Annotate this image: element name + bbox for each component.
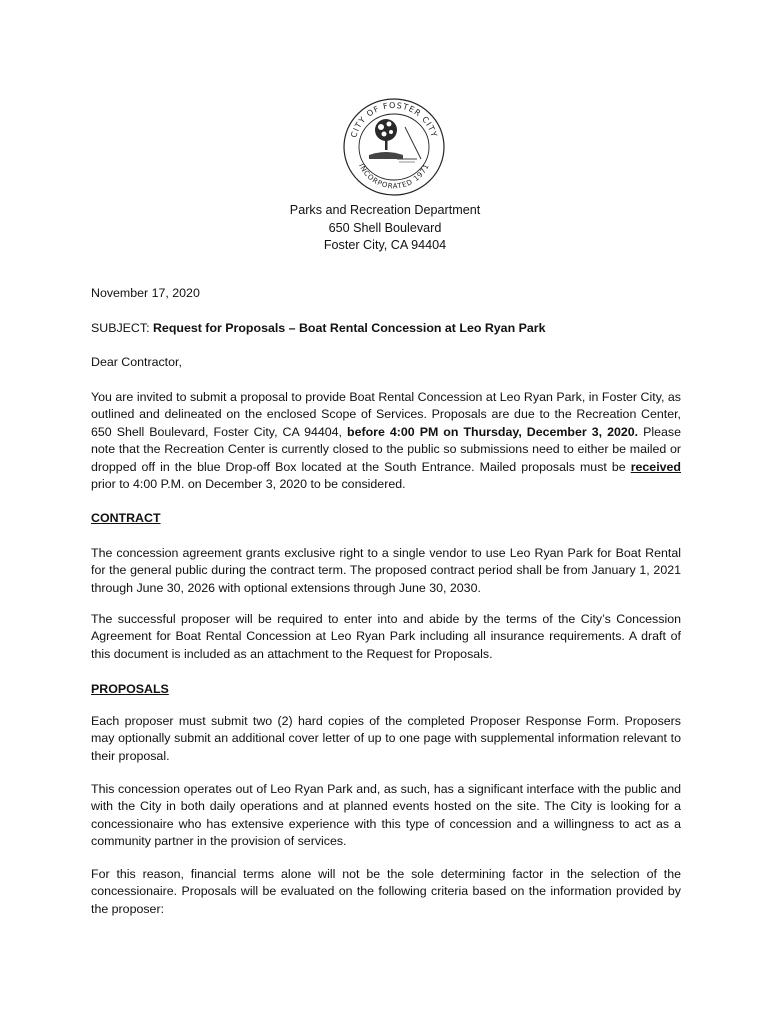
salutation: Dear Contractor, — [91, 355, 182, 369]
subject-label: SUBJECT: — [91, 321, 150, 335]
subject-text: Request for Proposals – Boat Rental Concession at Leo Ryan Park — [152, 321, 546, 335]
department-address — [0, 202, 770, 255]
intro-part-2: Please note that the Recreation Center is currently closed to the public so submissions need to either be mailed or dropped off in the blue Drop-off Box located at the South Entrance. Mailed proposals must be — [91, 424, 681, 474]
letter-date: November 17, 2020 — [91, 286, 200, 300]
proposals-paragraph-3: For this reason, financial terms alone will not be the sole determining factor in the selection of the concessionaire. Proposals will be evaluated on the following criteria based on the information provided by the proposer: — [91, 867, 681, 916]
intro-received: received — [630, 459, 681, 474]
proposals-paragraph-1: Each proposer must submit two (2) hard copies of the completed Proposer Response Form. Proposers may optionally submit an additional cover letter of up to one page with supplemental information relevant to their proposal. — [91, 714, 681, 763]
intro-paragraph — [91, 389, 681, 493]
proposals-paragraph-2: This concession operates out of Leo Ryan Park and, as such, has a significant interface with the public and with the City in both daily operations and at planned events hosted on the site. The City is looking for a concessionaire who has extensive experience with this type of concession and a willingness to act as a community partner in the provision of services. — [91, 782, 681, 849]
intro-part-1: You are invited to submit a proposal to provide Boat Rental Concession at Leo Ryan Park, in Foster City, as outlined and delineated on the enclosed Scope of Services. Proposals are due to the Recreation Center, 650 Shell Boulevard, Foster City, CA 94404, — [91, 390, 681, 439]
city-seal-logo — [339, 97, 449, 197]
seal-top-text: CITY OF FOSTER CITY — [349, 100, 439, 139]
department-name: Parks and Recreation Department — [289, 203, 481, 217]
street-address: 650 Shell Boulevard — [328, 220, 442, 235]
proposals-heading: PROPOSALS — [91, 682, 169, 696]
intro-part-3: prior to 4:00 P.M. on December 3, 2020 to be considered. — [91, 477, 406, 492]
contract-heading: CONTRACT — [91, 511, 161, 525]
city-state-zip: Foster City, CA 94404 — [323, 238, 447, 252]
intro-deadline: before 4:00 PM on Thursday, December 3, 2020. — [347, 424, 639, 439]
contract-paragraph-2: The successful proposer will be required to enter into and abide by the terms of the City’s Concession Agreement for Boat Rental Concession at Leo Ryan Park including all insurance requirements. A draft of this document is included as an attachment to the Request for Proposals. — [91, 612, 681, 661]
subject-line — [91, 320, 681, 337]
svg-text:INCORPORATED 1971 — [357, 162, 431, 190]
seal-bottom-text: INCORPORATED 1971 — [357, 162, 431, 191]
contract-paragraph-1: The concession agreement grants exclusive right to a single vendor to use Leo Ryan Park for Boat Rental for the general public during the contract term. The proposed contract period shall be from January 1, 2021 through June 30, 2026 with optional extensions through June 30, 2030. — [91, 546, 681, 595]
